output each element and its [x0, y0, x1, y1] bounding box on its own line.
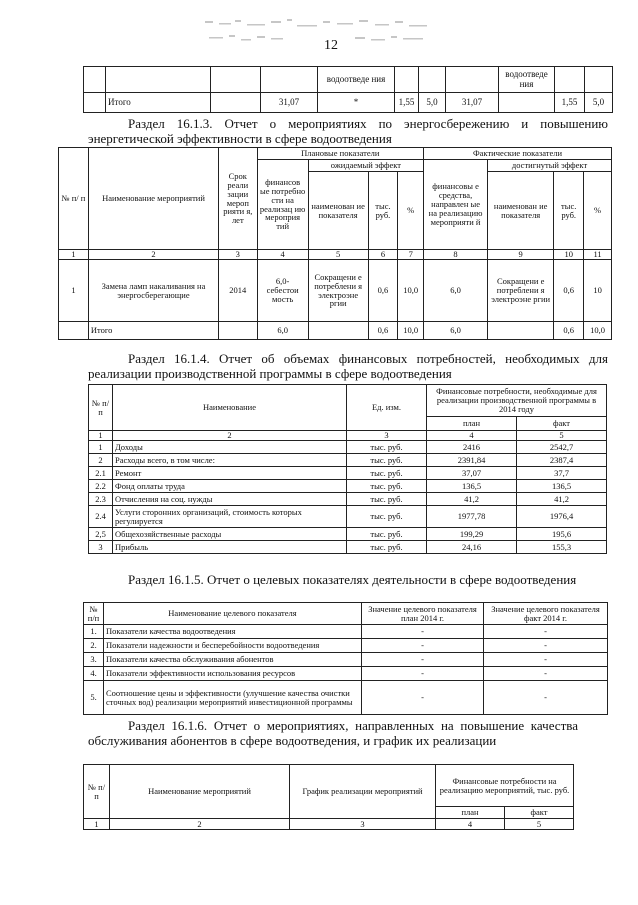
hdr-ths: тыс. руб. [368, 172, 398, 250]
cell: тыс. руб. [347, 493, 427, 506]
cell: тыс. руб. [347, 506, 427, 528]
hdr-plan: Значение целевого показателя план 2014 г. [362, 603, 484, 625]
col-num: 2 [110, 819, 290, 830]
energy-table [58, 147, 612, 340]
column-number-row [84, 819, 574, 830]
cell: Фонд оплаты труда [113, 480, 347, 493]
hdr-ind-name: наименован ие показателя [488, 172, 554, 250]
table-row [89, 480, 607, 493]
cell: тыс. руб. [347, 454, 427, 467]
cell: 1976,4 [517, 506, 607, 528]
hdr-expected: ожидаемый эффект [308, 160, 423, 172]
column-number-row [89, 431, 607, 441]
col-num: 2 [88, 250, 218, 260]
table-row [84, 681, 608, 715]
target-indicators-table [83, 602, 608, 715]
cell: 41,2 [427, 493, 517, 506]
hdr-ind-name: наименован ие показателя [308, 172, 368, 250]
total-row [59, 322, 612, 340]
col-num: 3 [290, 819, 436, 830]
table-row [84, 639, 608, 653]
cell: Прибыль [113, 541, 347, 554]
cell: 3. [84, 653, 104, 667]
hdr-ths: тыс. руб. [554, 172, 584, 250]
table-row [84, 653, 608, 667]
col-num: 4 [427, 431, 517, 441]
col-num: 8 [424, 250, 488, 260]
hdr-fin: Финансовые потребности, необходимые для реализации производственной программы в 2014 году [427, 385, 607, 417]
cell: - [484, 667, 608, 681]
col-num: 5 [517, 431, 607, 441]
hdr-name: Наименование целевого показателя [104, 603, 362, 625]
cell: 10 [584, 260, 612, 322]
cell: 1 [59, 260, 89, 322]
table-row [59, 260, 612, 322]
cell: 0,6 [368, 322, 398, 340]
col-num: 2 [113, 431, 347, 441]
hdr-unit: Ед. изм. [347, 385, 427, 431]
hdr-name: Наименование мероприятий [110, 765, 290, 819]
table-row [84, 625, 608, 639]
col-num: 1 [59, 250, 89, 260]
cell: 2391,84 [427, 454, 517, 467]
cell: тыс. руб. [347, 467, 427, 480]
col-num: 6 [368, 250, 398, 260]
cell: - [484, 681, 608, 715]
cell: Сокращени е потреблени я электроэне ргии [308, 260, 368, 322]
cell: 6,0- себестои мость [257, 260, 308, 322]
cell: 1,55 [395, 93, 419, 113]
cell: 1. [84, 625, 104, 639]
cell: Показатели качества водоотведения [104, 625, 362, 639]
table-row [89, 541, 607, 554]
col-num: 4 [257, 250, 308, 260]
cell: Показатели качества обслуживания абонентов [104, 653, 362, 667]
col-num: 5 [505, 819, 574, 830]
total-label: Итого [88, 322, 218, 340]
cell: 2.3 [89, 493, 113, 506]
hdr-achieved: достигнутый эффект [488, 160, 612, 172]
cell: - [362, 667, 484, 681]
cell: 6,0 [424, 322, 488, 340]
cell: 155,3 [517, 541, 607, 554]
hdr-fin-plan: финансов ые потребно сти на реализац ию мероприя тий [257, 160, 308, 250]
table-row [89, 441, 607, 454]
cell: 2416 [427, 441, 517, 454]
water-cell-a: водоотведе ния [318, 67, 395, 93]
col-num: 5 [308, 250, 368, 260]
cell: тыс. руб. [347, 441, 427, 454]
scan-noise-header [205, 15, 435, 55]
cell: 195,6 [517, 528, 607, 541]
cell: 199,29 [427, 528, 517, 541]
cell: 6,0 [424, 260, 488, 322]
cell: 1977,78 [427, 506, 517, 528]
cell: тыс. руб. [347, 480, 427, 493]
hdr-name: Наименование мероприятий [88, 148, 218, 250]
cell: - [484, 639, 608, 653]
cell: 2.4 [89, 506, 113, 528]
cell: 1,55 [555, 93, 585, 113]
cell: - [362, 639, 484, 653]
cell: * [318, 93, 395, 113]
cell: 3 [89, 541, 113, 554]
cell: 0,6 [554, 322, 584, 340]
table-row [89, 467, 607, 480]
hdr-plan: план [436, 807, 505, 819]
cell: тыс. руб. [347, 528, 427, 541]
hdr-term: Срок реали зации мероп рияти я, лет [219, 148, 257, 250]
cell: 5,0 [419, 93, 446, 113]
cell: 31,07 [261, 93, 318, 113]
cell: 0,6 [554, 260, 584, 322]
table-row [89, 528, 607, 541]
cell: Показатели надежности и бесперебойности водоотведения [104, 639, 362, 653]
column-number-row [59, 250, 612, 260]
cell: 2542,7 [517, 441, 607, 454]
hdr-fin-fact: финансовы е средства, направлен ые на реализацию мероприяти й [424, 160, 488, 250]
col-num: 9 [488, 250, 554, 260]
hdr-name: Наименование [113, 385, 347, 431]
cell: 10,0 [398, 260, 424, 322]
hdr-no: № п/ п [59, 148, 89, 250]
hdr-fact: факт [505, 807, 574, 819]
cell: - [362, 653, 484, 667]
cell: 0,6 [368, 260, 398, 322]
col-num: 3 [347, 431, 427, 441]
table-row [84, 667, 608, 681]
cell: Расходы всего, в том числе: [113, 454, 347, 467]
cell: 4. [84, 667, 104, 681]
cell: 2387,4 [517, 454, 607, 467]
hdr-no: № п/п [84, 603, 104, 625]
cell: - [362, 625, 484, 639]
hdr-fact: факт [517, 417, 607, 431]
cell: 136,5 [427, 480, 517, 493]
hdr-actual: Фактические показатели [424, 148, 612, 160]
top-table [83, 66, 613, 113]
col-num: 1 [84, 819, 110, 830]
section-1614-title: Раздел 16.1.4. Отчет об объемах финансовых потребностей, необходимых для реализации производственной программы в сфере водоотведения [88, 351, 608, 381]
water-cell-b: водоотведе ния [499, 67, 555, 93]
cell: Соотношение цены и эффективности (улучшение качества очистки сточных вод) реализации мероприятий инвестиционной программы [104, 681, 362, 715]
col-num: 3 [219, 250, 257, 260]
cell: Ремонт [113, 467, 347, 480]
cell: 31,07 [446, 93, 499, 113]
cell: Доходы [113, 441, 347, 454]
cell: 10,0 [584, 322, 612, 340]
col-num: 1 [89, 431, 113, 441]
cell: 10,0 [398, 322, 424, 340]
cell: - [362, 681, 484, 715]
hdr-fin: Финансовые потребности на реализацию мероприятий, тыс. руб. [436, 765, 574, 807]
cell: 37,07 [427, 467, 517, 480]
cell: 136,5 [517, 480, 607, 493]
hdr-no: № п/п [84, 765, 110, 819]
cell: тыс. руб. [347, 541, 427, 554]
cell: Отчисления на соц. нужды [113, 493, 347, 506]
table-row [89, 506, 607, 528]
cell: 5,0 [585, 93, 613, 113]
col-num: 11 [584, 250, 612, 260]
page-number: 12 [324, 38, 338, 53]
hdr-no: № п/п [89, 385, 113, 431]
cell: 2014 [219, 260, 257, 322]
cell: 1 [89, 441, 113, 454]
hdr-fact: Значение целевого показателя факт 2014 г. [484, 603, 608, 625]
hdr-schedule: График реализации мероприятий [290, 765, 436, 819]
col-num: 10 [554, 250, 584, 260]
cell: 2 [89, 454, 113, 467]
hdr-pct: % [584, 172, 612, 250]
hdr-pct: % [398, 172, 424, 250]
service-quality-table [83, 764, 574, 830]
cell: 5. [84, 681, 104, 715]
col-num: 7 [398, 250, 424, 260]
section-1616-title: Раздел 16.1.6. Отчет о мероприятиях, направленных на повышение качества обслуживания абонентов в сфере водоотведения, и график их реализации [88, 718, 578, 748]
cell: 2.1 [89, 467, 113, 480]
cell: Сокращени е потреблени я электроэне ргии [488, 260, 554, 322]
cell: Показатели эффективности использования ресурсов [104, 667, 362, 681]
cell: 6,0 [257, 322, 308, 340]
col-num: 4 [436, 819, 505, 830]
cell: - [484, 625, 608, 639]
section-1615-title: Раздел 16.1.5. Отчет о целевых показателях деятельности в сфере водоотведения [128, 572, 577, 587]
cell: 41,2 [517, 493, 607, 506]
cell: Услуги сторонних организаций, стоимость которых регулируется [113, 506, 347, 528]
hdr-plan: план [427, 417, 517, 431]
section-1613-title: Раздел 16.1.3. Отчет о мероприятиях по энергосбережению и повышению энергетической эффективности в сфере водоотведения [88, 116, 608, 146]
cell: Общехозяйственные расходы [113, 528, 347, 541]
cell: 2.2 [89, 480, 113, 493]
cell: 37,7 [517, 467, 607, 480]
cell: Замена ламп накаливания на энергосберегающие [88, 260, 218, 322]
finance-table [88, 384, 607, 554]
cell: 2. [84, 639, 104, 653]
cell: 24,16 [427, 541, 517, 554]
total-label: Итого [106, 93, 211, 113]
table-row [89, 493, 607, 506]
hdr-planned: Плановые показатели [257, 148, 424, 160]
cell: - [484, 653, 608, 667]
cell: 2,5 [89, 528, 113, 541]
table-row [89, 454, 607, 467]
